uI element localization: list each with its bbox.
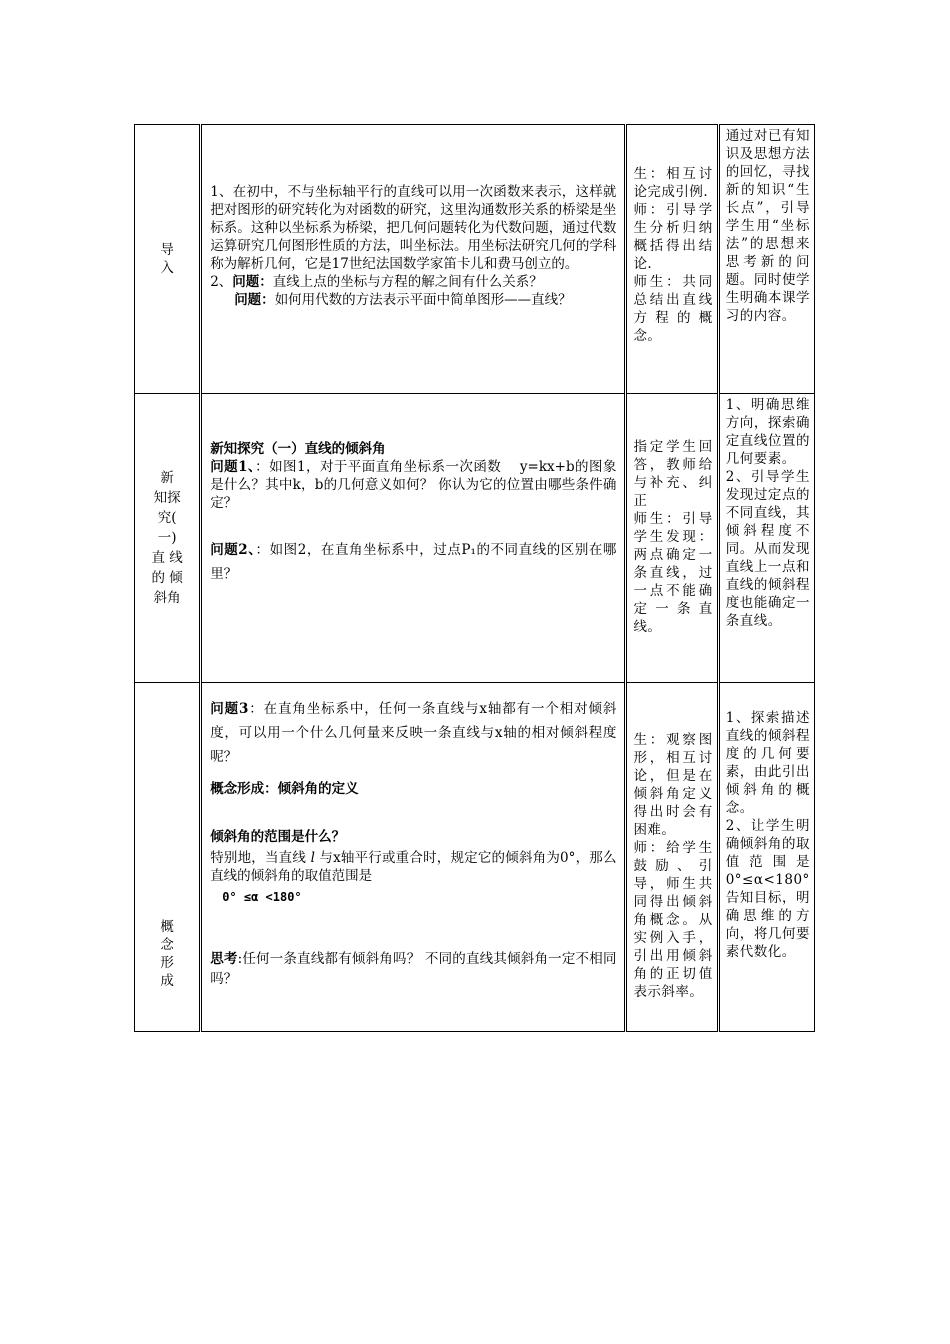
stage-cell xyxy=(135,125,201,394)
stage-label: 概念形成 xyxy=(160,919,174,990)
section-heading: 新知探究（一）直线的倾斜角 xyxy=(210,441,386,457)
stage-label: 导入 xyxy=(160,242,174,276)
angle-range: 0° ≤α <180° xyxy=(222,890,302,904)
table-row xyxy=(135,394,815,683)
stage-label: 新 知探 究( 一) 直 线 的 倾 斜角 xyxy=(151,470,183,606)
activity-cell: 指定学生回答，教师给与补充、纠正 师生：引导学生发现：两点确定一条直线，过一点不能确定一条直线。 xyxy=(626,394,718,683)
table-row xyxy=(135,683,815,1032)
question-2: 问题：如何用代数的方法表示平面中简单图形——直线？ xyxy=(234,292,572,308)
question-2: 问题2、：如图2，在直角坐标系中，过点P₁的不同直线的区别在哪里？ xyxy=(210,542,617,582)
question-1: 问题1、：如图1，对于平面直角坐标系一次函数 y=kx+b的图象是什么？其中k，b的几何意义如何？ 你认为它的位置由哪些条件确定？ xyxy=(210,459,617,511)
think-question: 思考:任何一条直线都有倾斜角吗？ 不同的直线其倾斜角一定不相同吗？ xyxy=(210,951,617,987)
question-3: 问题3：在直角坐标系中，任何一条直线与x轴都有一个相对倾斜度，可以用一个什么几何量来反映一条直线与x轴的相对倾斜程度呢？ xyxy=(210,701,617,765)
stage-cell xyxy=(135,683,201,1032)
content-cell xyxy=(201,125,626,394)
special-case: 特别地，当直线 l 与x轴平行或重合时，规定它的倾斜角为0°，那么直线的倾斜角的取值范围是 xyxy=(210,850,617,884)
range-question: 倾斜角的范围是什么？ xyxy=(210,829,346,845)
concept-heading: 概念形成：倾斜角的定义 xyxy=(210,781,359,797)
content-cell xyxy=(201,394,626,683)
aim-cell: 通过对已有知识及思想方法的回忆，寻找新的知识“生长点”，引导学生用“坐标法”的思想来思考新的问题。同时使学生明确本课学习的内容。 xyxy=(718,125,814,394)
activity-cell: 生：观察图形，相互讨论，但是在倾斜角定义得出时会有困难。 师：给学生鼓励、引导，师生共同得出倾斜角概念。从实例入手，引出用倾斜角的正切值表示斜率。 xyxy=(626,683,718,1032)
intro-paragraph: 1、在初中，不与坐标轴平行的直线可以用一次函数来表示，这样就把对图形的研究转化为对函数的研究，这里沟通数形关系的桥梁是坐标系。这种以坐标系为桥梁，把几何问题转化为代数问题，通过代数运算研究几何图形性质的方法，叫坐标法。用坐标法研究几何的学科称为解析几何，它是17世纪法国数学家笛卡儿和费马创立的。 xyxy=(210,184,617,272)
aim-cell: 1、探索描述直线的倾斜程度的几何要素，由此引出倾斜角的概念。 2、让学生明确倾斜角的取值范围是0°≤α<180° 告知目标，明确思维的方向，将几何要素代数化。 xyxy=(718,683,814,1032)
stage-cell xyxy=(135,394,201,683)
question-1: 2、问题：直线上点的坐标与方程的解之间有什么关系？ xyxy=(210,274,543,290)
lesson-plan-table xyxy=(134,124,815,1032)
table-row xyxy=(135,125,815,394)
content-cell xyxy=(201,683,626,1032)
activity-cell: 生：相互讨论完成引例. 师：引导学生分析归纳概括得出结论. 师生：共同总结出直线方程的概念。 xyxy=(626,125,718,394)
aim-cell: 1、明确思维方向，探索确定直线位置的几何要素。 2、引导学生发现过定点的不同直线，其倾斜程度不同。从而发现直线上一点和直线的倾斜程度也能确定一条直线。 xyxy=(718,394,814,683)
